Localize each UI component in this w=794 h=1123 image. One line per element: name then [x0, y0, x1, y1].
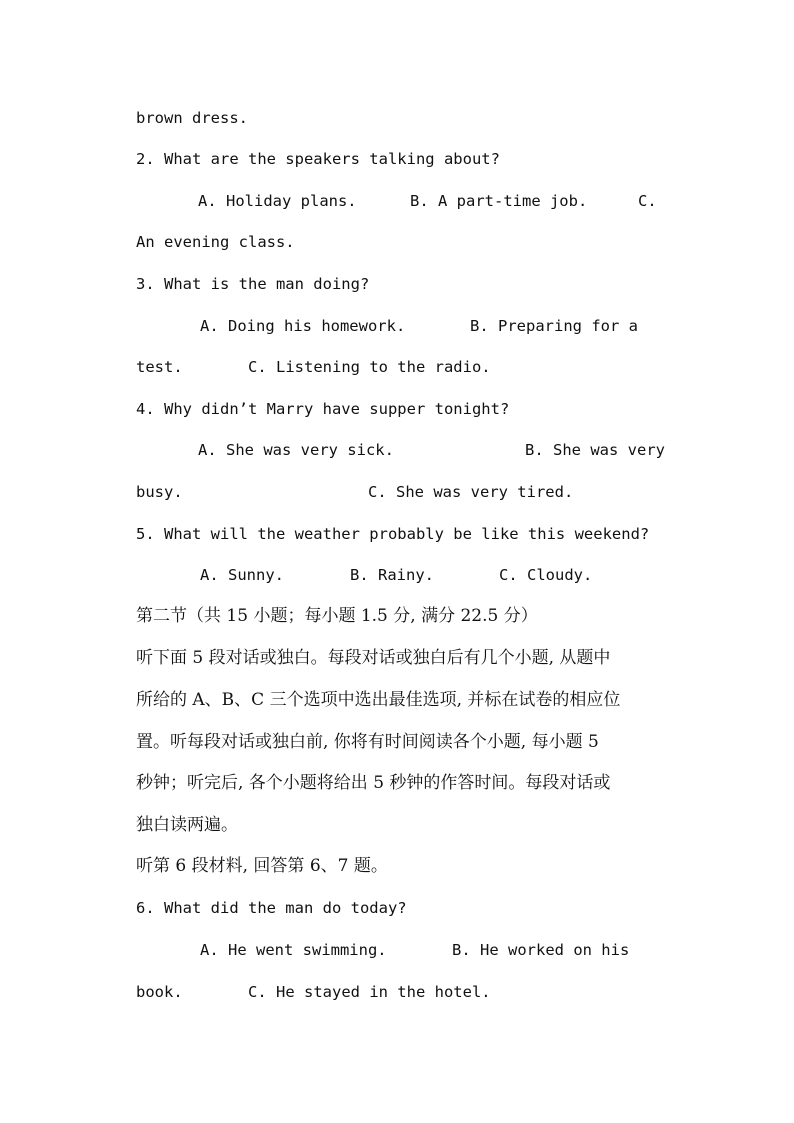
- question-3: 3. What is the man doing?: [136, 275, 370, 293]
- question-2: 2. What are the speakers talking about?: [136, 150, 500, 168]
- option-6b: B. He worked on his: [452, 941, 630, 959]
- option-3a: A. Doing his homework.: [200, 317, 406, 335]
- question-5: 5. What will the weather probably be like this weekend?: [136, 525, 650, 543]
- option-3c: C. Listening to the radio.: [248, 358, 491, 376]
- option-2a: A. Holiday plans.: [198, 192, 357, 210]
- question-4: 4. Why didn’t Marry have supper tonight?: [136, 400, 510, 418]
- option-5a: A. Sunny.: [200, 566, 284, 584]
- instruction-line-1: 听下面 5 段对话或独白。每段对话或独白后有几个小题, 从题中: [136, 648, 611, 668]
- instruction-line-4: 秒钟；听完后, 各个小题将给出 5 秒钟的作答时间。每段对话或: [136, 773, 611, 793]
- option-4a: A. She was very sick.: [198, 441, 394, 459]
- instruction-line-5: 独白读两遍。: [136, 815, 238, 835]
- option-6a: A. He went swimming.: [200, 941, 387, 959]
- option-6c: C. He stayed in the hotel.: [248, 983, 491, 1001]
- option-4b: B. She was very: [525, 441, 665, 459]
- instruction-line-2: 所给的 A、B、C 三个选项中选出最佳选项, 并标在试卷的相应位: [136, 690, 621, 710]
- option-3b-cont: test.: [136, 358, 183, 376]
- text-line: brown dress.: [136, 109, 248, 127]
- option-4c: C. She was very tired.: [368, 483, 574, 501]
- option-5b: B. Rainy.: [350, 566, 434, 584]
- option-6b-cont: book.: [136, 983, 183, 1001]
- option-2b: B. A part-time job.: [410, 192, 588, 210]
- material-6-heading: 听第 6 段材料, 回答第 6、7 题。: [136, 856, 388, 876]
- instruction-line-3: 置。听每段对话或独白前, 你将有时间阅读各个小题, 每小题 5: [136, 732, 599, 752]
- option-4b-cont: busy.: [136, 483, 183, 501]
- option-5c: C. Cloudy.: [499, 566, 593, 584]
- question-6: 6. What did the man do today?: [136, 899, 407, 917]
- option-3b: B. Preparing for a: [470, 317, 638, 335]
- section-2-title: 第二节（共 15 小题；每小题 1.5 分, 满分 22.5 分）: [136, 606, 538, 626]
- option-2c: C.: [638, 192, 657, 210]
- option-2c-text: An evening class.: [136, 233, 295, 251]
